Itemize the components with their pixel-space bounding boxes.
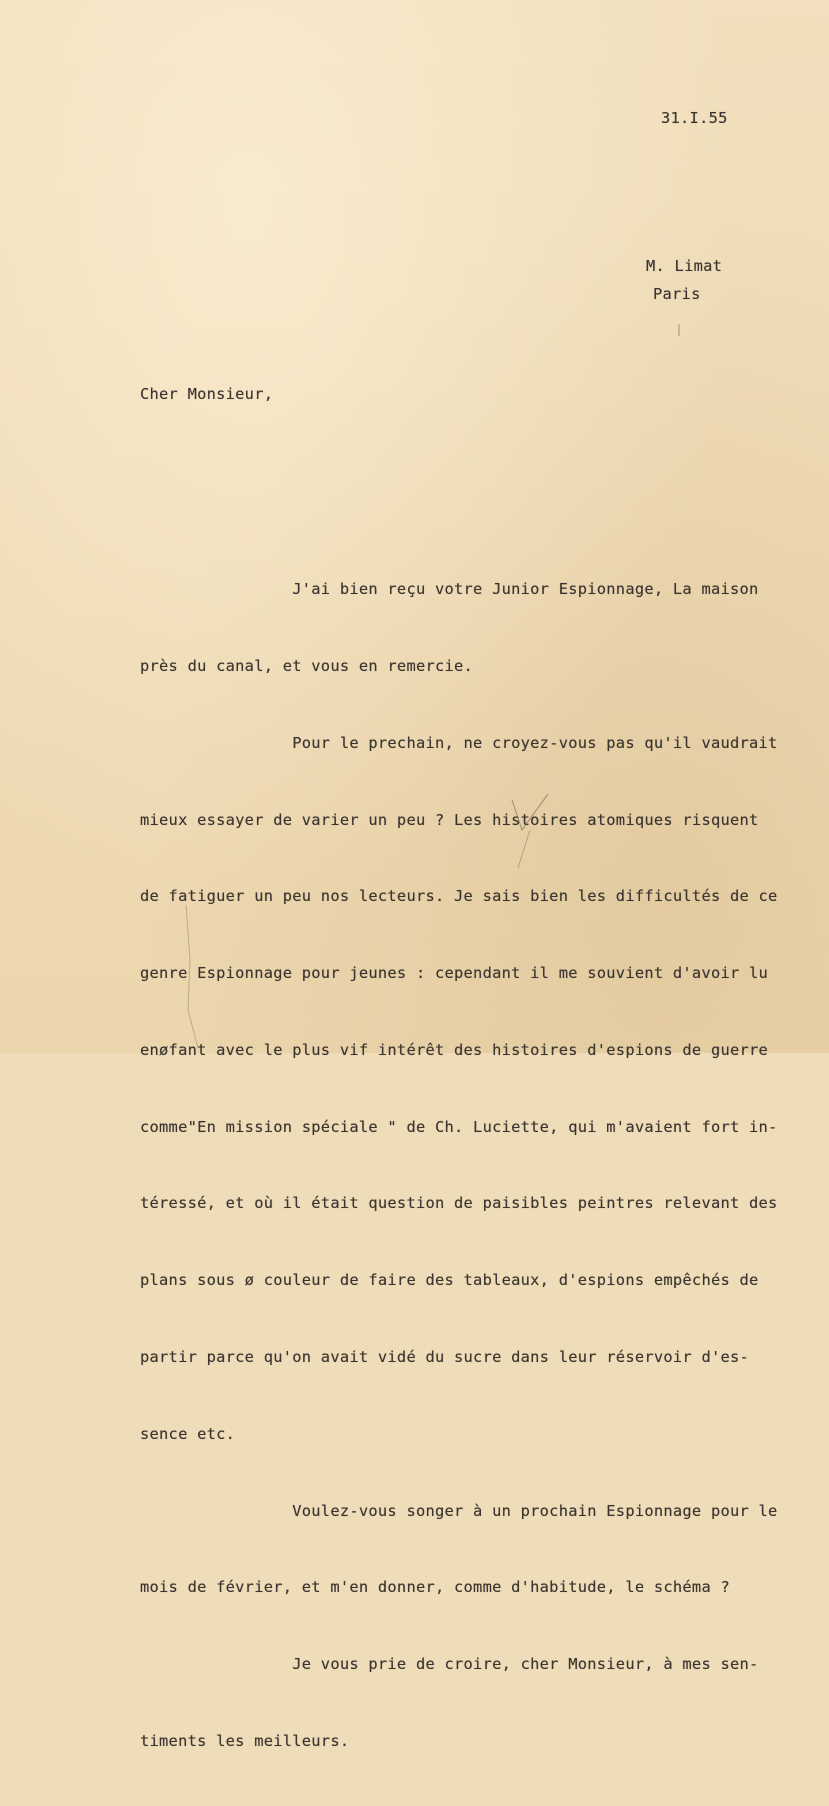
body-line: J'ai bien reçu votre Junior Espionnage, La maison xyxy=(140,580,759,599)
salutation: Cher Monsieur, xyxy=(140,385,274,403)
body-line: de fatiguer un peu nos lecteurs. Je sais bien les difficultés de ce xyxy=(140,887,778,906)
recipient-name: M. Limat xyxy=(646,257,723,275)
letter-date: 31.I.55 xyxy=(661,109,728,127)
body-line: plans sous ø couleur de faire des tableaux, d'espions empêchés de xyxy=(140,1271,759,1290)
body-line: Voulez-vous songer à un prochain Espionnage pour le xyxy=(140,1501,778,1520)
body-line: mois de février, et m'en donner, comme d'habitude, le schéma ? xyxy=(140,1578,730,1597)
body-line: comme"En mission spéciale " de Ch. Luciette, qui m'avaient fort in- xyxy=(140,1117,778,1136)
body-line: enøfant avec le plus vif intérêt des histoires d'espions de guerre xyxy=(140,1040,769,1059)
letter-body xyxy=(140,526,778,1806)
recipient-city: Paris xyxy=(653,285,701,303)
pencil-mark xyxy=(674,322,684,338)
body-line: timents les meilleurs. xyxy=(140,1731,350,1750)
body-line: Pour le prechain, ne croyez-vous pas qu'il vaudrait xyxy=(140,733,778,752)
body-line: téressé, et où il était question de paisibles peintres relevant des xyxy=(140,1194,778,1213)
body-line: près du canal, et vous en remercie. xyxy=(140,656,474,675)
body-line: partir parce qu'on avait vidé du sucre dans leur réservoir d'es- xyxy=(140,1348,750,1366)
body-line: genre Espionnage pour jeunes : cependant il me souvient d'avoir lu xyxy=(140,964,769,983)
body-line: sence etc. xyxy=(140,1424,236,1443)
body-line: Je vous prie de croire, cher Monsieur, à mes sen- xyxy=(140,1655,759,1674)
body-line: mieux essayer de varier un peu ? Les histoires atomiques risquent xyxy=(140,810,759,829)
